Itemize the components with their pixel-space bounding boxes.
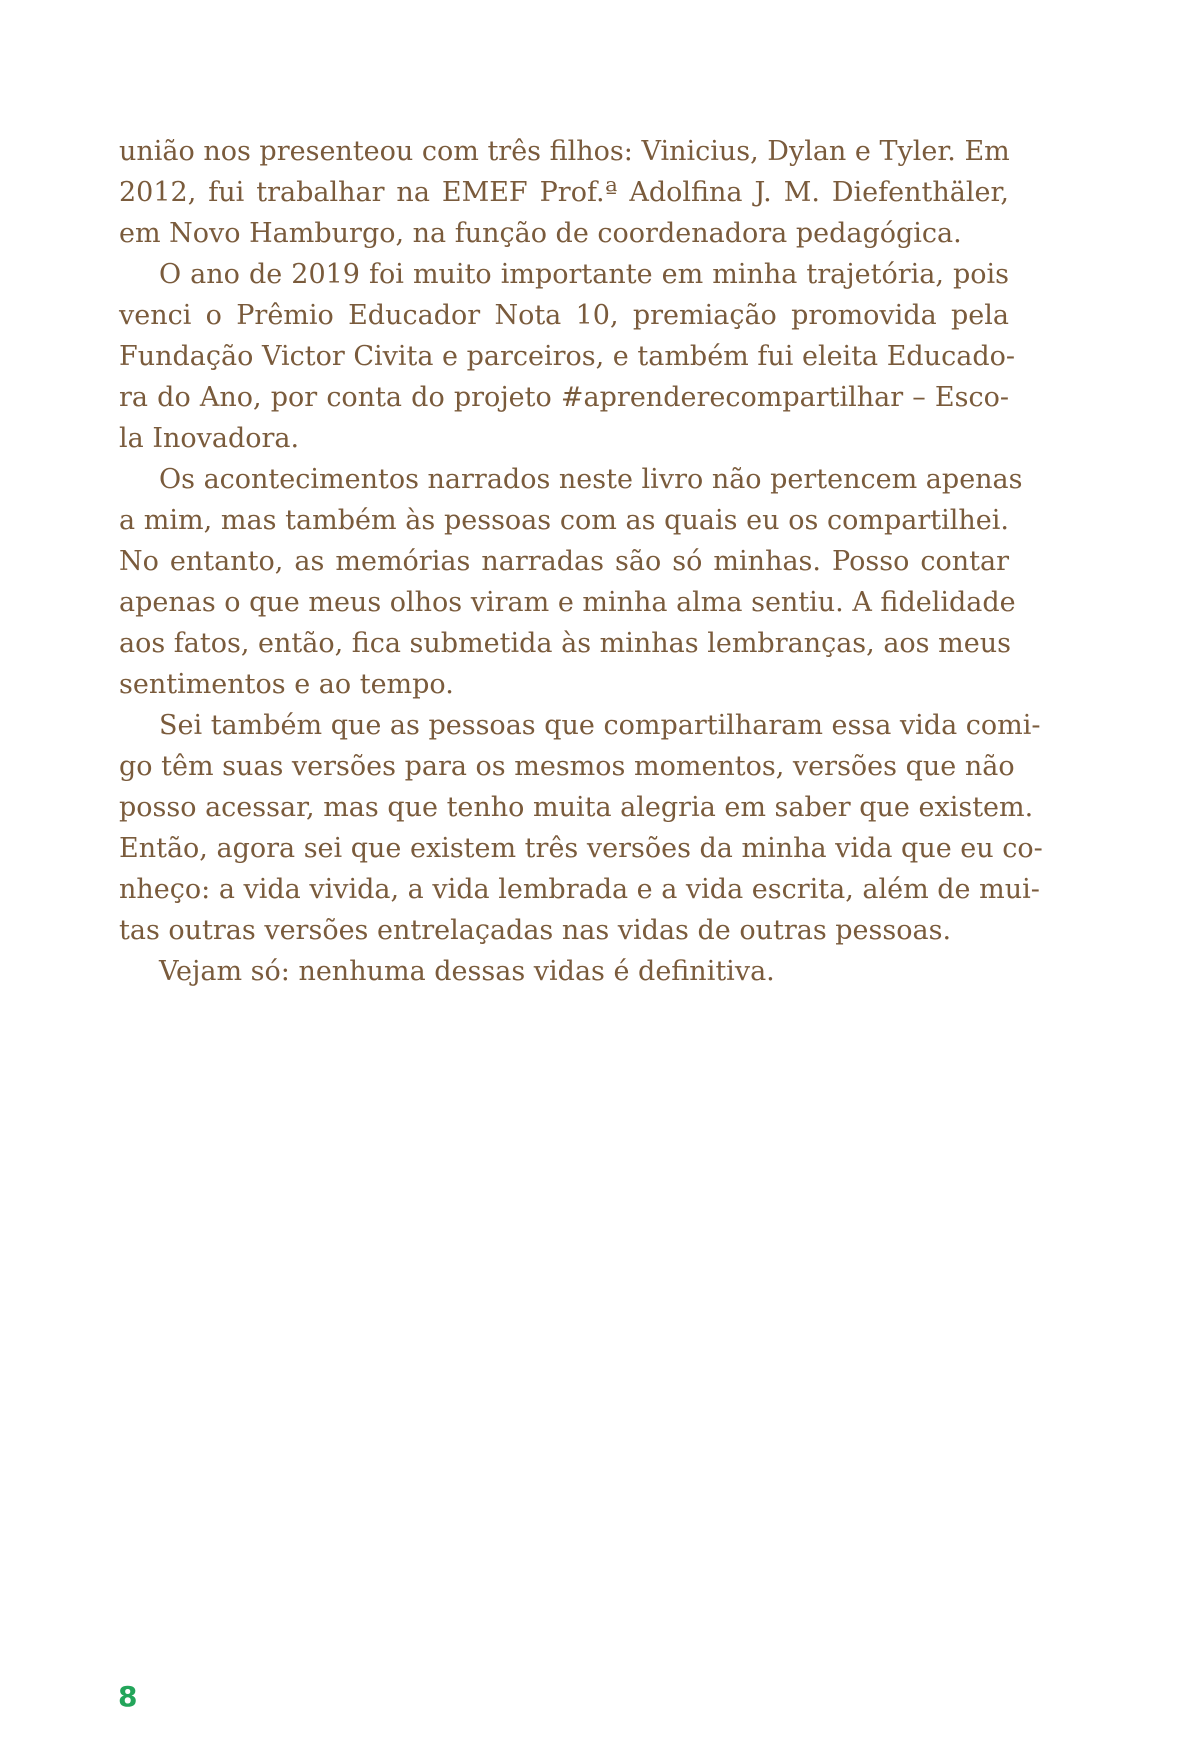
page-number: 8 [118,1680,138,1713]
text-line: Então, agora sei que existem três versões da minha vida que eu co- [119,833,1043,864]
text-line: sentimentos e ao tempo. [119,669,454,700]
text-line: go têm suas versões para os mesmos momentos, versões que não [119,751,1015,782]
text-line: No entanto, as memórias narradas são só minhas. Posso contar [119,546,1009,577]
body-text [119,131,1043,992]
text-line: nheço: a vida vivida, a vida lembrada e a vida escrita, além de mui- [119,874,1040,905]
text-line: Os acontecimentos narrados neste livro não pertencem apenas [159,464,1023,495]
text-line: O ano de 2019 foi muito importante em minha trajetória, pois [159,259,1009,290]
text-line: venci o Prêmio Educador Nota 10, premiação promovida pela [119,300,1009,331]
text-line: aos fatos, então, fica submetida às minhas lembranças, aos meus [119,628,1011,659]
text-line: apenas o que meus olhos viram e minha alma sentiu. A fidelidade [119,587,1016,618]
text-line: ra do Ano, por conta do projeto #aprenderecompartilhar – Esco- [119,382,1009,413]
text-line: união nos presenteou com três filhos: Vinicius, Dylan e Tyler. Em [119,136,1010,167]
text-line: 2012, fui trabalhar na EMEF Prof.ª Adolfina J. M. Diefenthäler, [119,177,1009,208]
text-line: a mim, mas também às pessoas com as quais eu os compartilhei. [119,505,1009,536]
text-line: tas outras versões entrelaçadas nas vidas de outras pessoas. [119,915,952,946]
text-line: Vejam só: nenhuma dessas vidas é definitiva. [159,956,775,987]
text-line: la Inovadora. [119,423,300,454]
text-line: Fundação Victor Civita e parceiros, e também fui eleita Educado- [119,341,1015,372]
text-line: posso acessar, mas que tenho muita alegria em saber que existem. [119,792,1034,823]
text-line: em Novo Hamburgo, na função de coordenadora pedagógica. [119,218,962,249]
text-line: Sei também que as pessoas que compartilharam essa vida comi- [159,710,1041,741]
